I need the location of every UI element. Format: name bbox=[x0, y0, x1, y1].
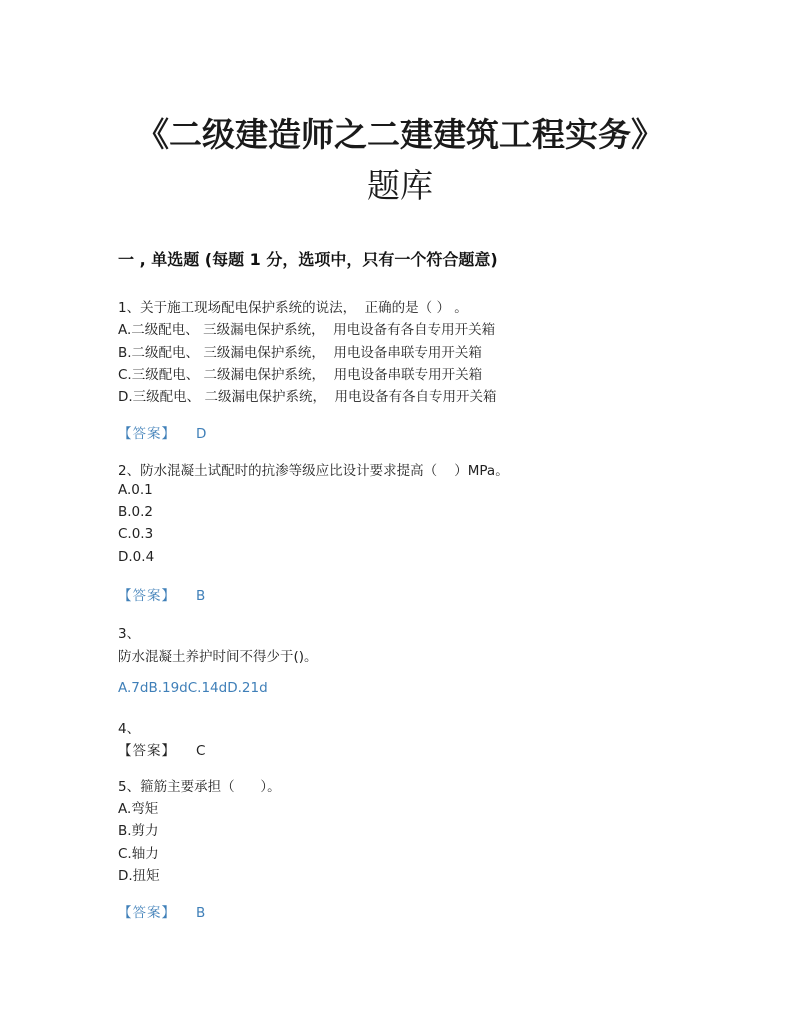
answer-value: B bbox=[196, 588, 206, 604]
answer-tag: 【答案】 bbox=[118, 588, 176, 604]
question-2-option-b: B.0.2 bbox=[118, 504, 154, 520]
question-2-option-a: A.0.1 bbox=[118, 482, 153, 498]
question-1-stem: 1、关于施工现场配电保护系统的说法， 正确的是（ ） 。 bbox=[118, 300, 468, 316]
answer-value: D bbox=[196, 426, 207, 442]
question-3-stem: 防水混凝土养护时间不得少于()。 bbox=[118, 649, 318, 665]
question-4-number: 4、 bbox=[118, 721, 141, 737]
question-5-option-b: B.剪力 bbox=[118, 823, 159, 839]
answer-value: C bbox=[196, 743, 206, 759]
question-1-option-d: D.三级配电、 二级漏电保护系统， 用电设备有各自专用开关箱 bbox=[118, 389, 497, 405]
question-5-option-d: D.扭矩 bbox=[118, 868, 160, 884]
question-3-options: A.7dB.19dC.14dD.21d bbox=[118, 680, 268, 696]
question-2-option-d: D.0.4 bbox=[118, 549, 155, 565]
question-5-option-c: C.轴力 bbox=[118, 846, 159, 862]
question-2-option-c: C.0.3 bbox=[118, 526, 154, 542]
document-title: 《二级建造师之二建建筑工程实务》 bbox=[136, 115, 664, 154]
question-1-option-a: A.二级配电、 三级漏电保护系统， 用电设备有各自专用开关箱 bbox=[118, 322, 496, 338]
question-2-stem: 2、防水混凝土试配时的抗渗等级应比设计要求提高（ ）MPa。 bbox=[118, 463, 509, 479]
answer-tag: 【答案】 bbox=[118, 905, 176, 921]
question-5-option-a: A.弯矩 bbox=[118, 801, 159, 817]
question-1-option-c: C.三级配电、 二级漏电保护系统， 用电设备串联专用开关箱 bbox=[118, 367, 483, 383]
question-1-answer bbox=[118, 422, 206, 442]
section-heading: 一 , 单选题 (每题 1 分，选项中，只有一个符合题意) bbox=[118, 250, 498, 269]
document-title-line2: 题库 bbox=[367, 166, 433, 205]
question-2-answer bbox=[118, 584, 205, 604]
answer-tag: 【答案】 bbox=[118, 743, 176, 759]
question-5-stem: 5、箍筋主要承担（ ）。 bbox=[118, 779, 281, 795]
question-4-answer bbox=[118, 739, 205, 759]
answer-value: B bbox=[196, 905, 206, 921]
question-5-answer bbox=[118, 901, 205, 921]
question-1-option-b: B.二级配电、 三级漏电保护系统， 用电设备串联专用开关箱 bbox=[118, 345, 482, 361]
answer-tag: 【答案】 bbox=[118, 426, 176, 442]
question-3-number: 3、 bbox=[118, 626, 141, 642]
